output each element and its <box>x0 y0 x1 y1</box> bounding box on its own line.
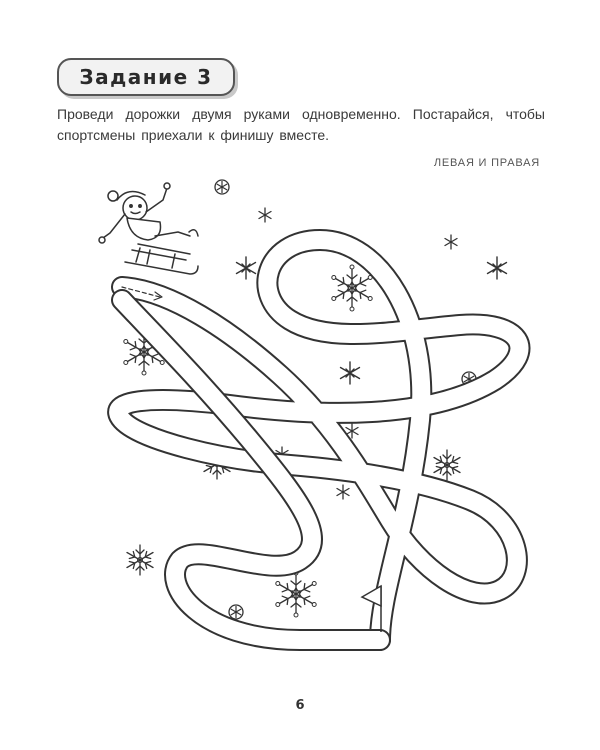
task-title: Задание 3 <box>79 65 213 89</box>
hint-label: ЛЕВАЯ И ПРАВАЯ <box>433 157 540 169</box>
snowflake-icon <box>127 545 153 575</box>
snowflake-icon <box>332 265 372 311</box>
star-icon <box>341 362 360 384</box>
snowflake-icon <box>276 571 316 617</box>
star-icon <box>237 257 256 279</box>
star-icon <box>259 208 271 222</box>
star-icon <box>488 257 507 279</box>
child-on-sled-icon <box>99 183 198 274</box>
star-icon <box>445 235 457 249</box>
star-icon <box>337 485 349 499</box>
instruction-text: Проведи дорожки двумя руками одновременно. Постарайся, чтобы спортсмены приехали к финишу вместе. <box>57 106 545 143</box>
page-number: 6 <box>295 698 305 713</box>
snowflake-icon <box>434 450 460 480</box>
maze-paths <box>118 240 519 640</box>
snowflake-icon <box>215 180 229 194</box>
snowflake-icon <box>229 605 243 619</box>
